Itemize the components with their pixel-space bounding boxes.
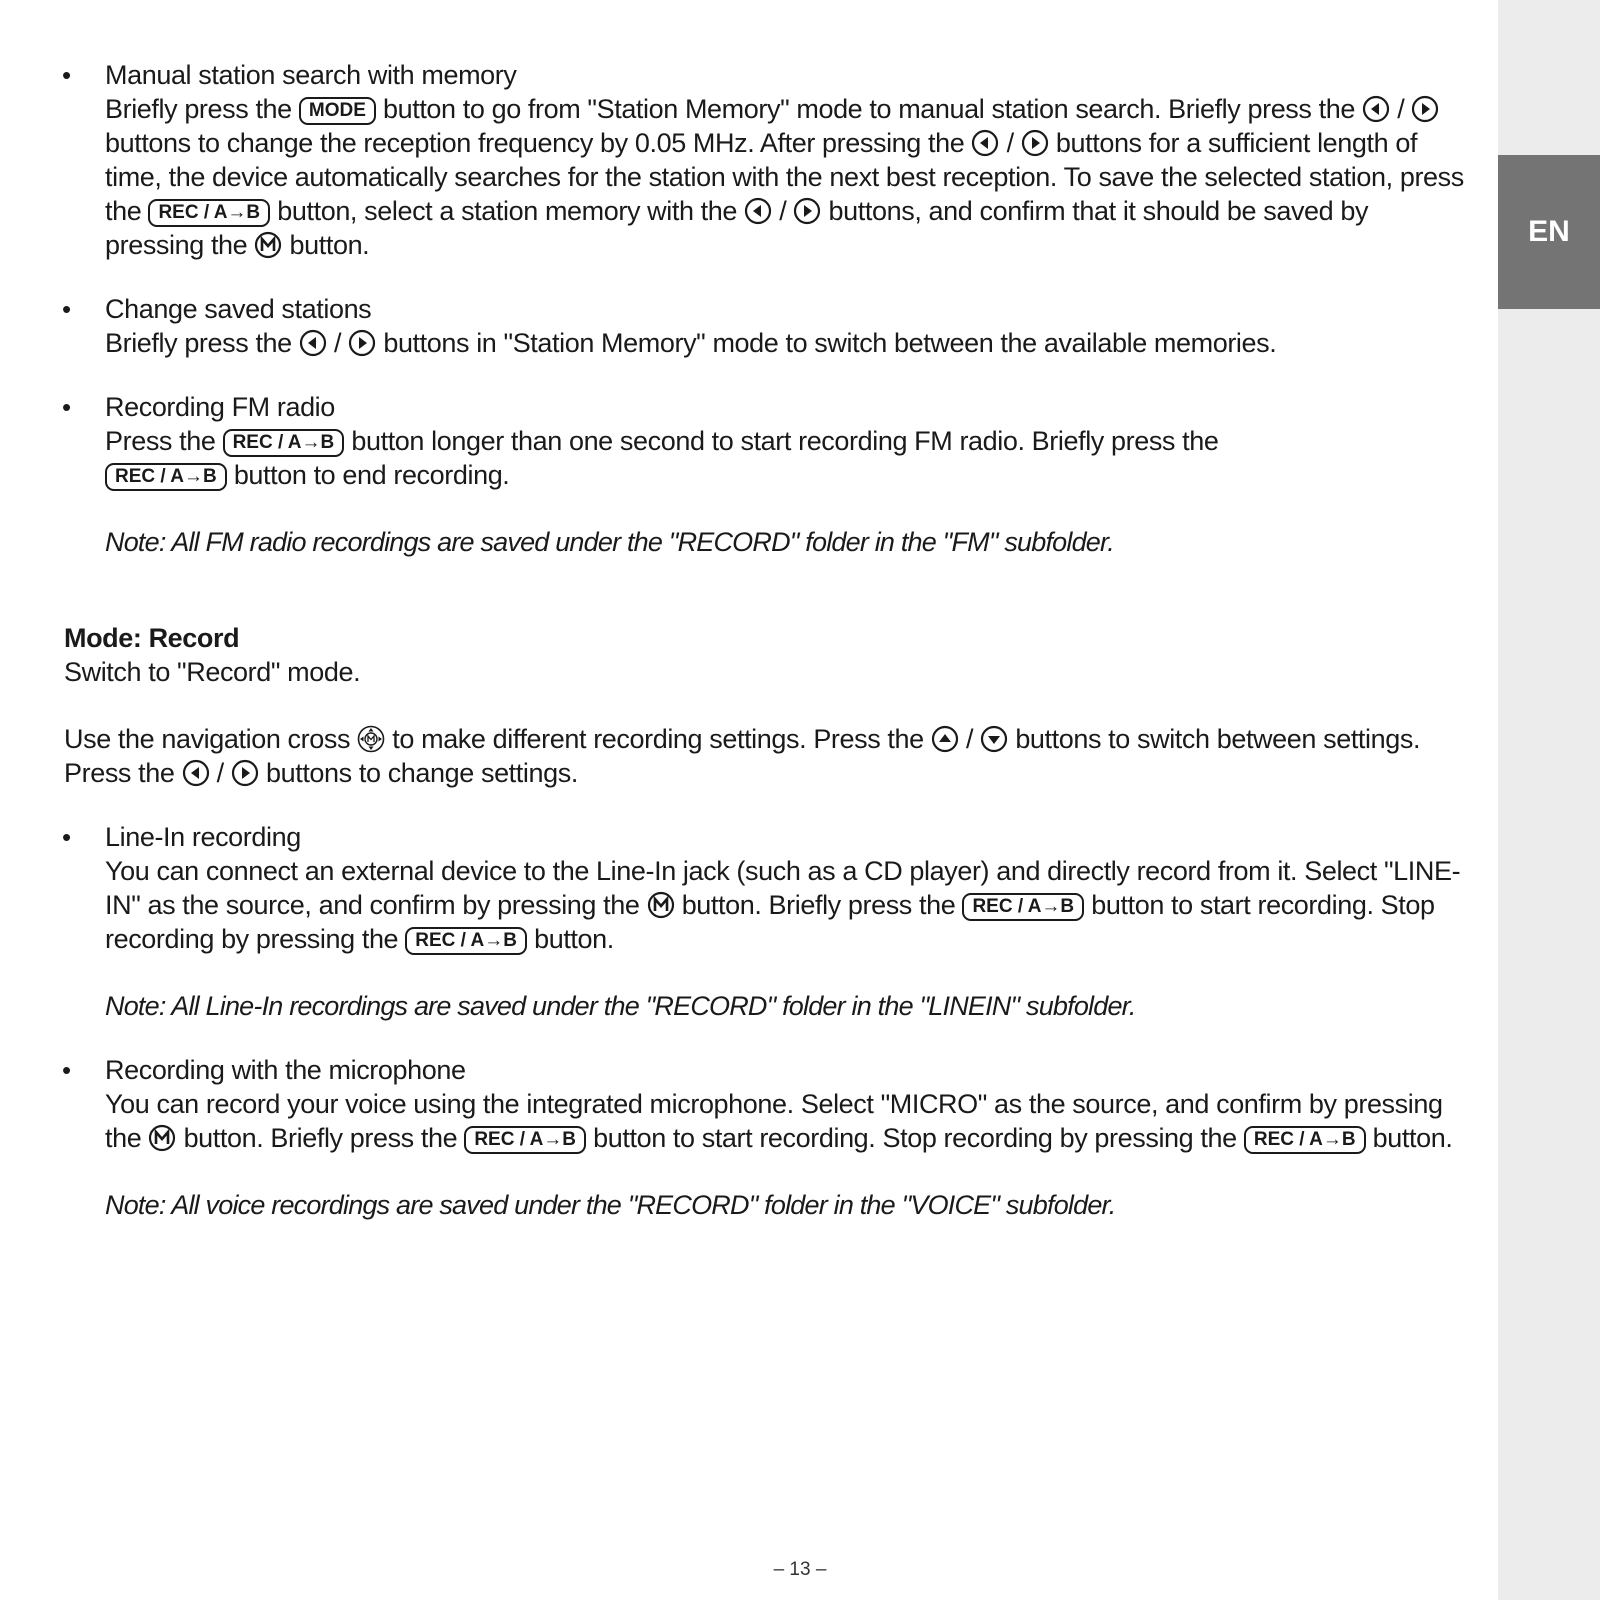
text: buttons in "Station Memory" mode to switch between the available memories. — [383, 328, 1277, 358]
text: buttons to change settings. — [266, 758, 578, 788]
text: button to end recording. — [233, 460, 510, 490]
slash: / — [965, 724, 974, 754]
text: button. Briefly press the — [681, 890, 956, 920]
text: To save the selected station, press the — [105, 162, 1464, 226]
text: buttons for — [1055, 128, 1180, 158]
spacer — [64, 689, 1464, 722]
paragraph — [105, 326, 1464, 360]
bullet-title: • Line-In recording — [105, 822, 301, 852]
right-arrow-button-icon — [793, 197, 821, 225]
text: button to start recording. Stop recording by pressing — [593, 1123, 1194, 1153]
bullet-change-stations — [64, 292, 1464, 360]
note-fm: Note: All FM radio recordings are saved under the "RECORD" folder in the "FM" subfolder. — [105, 527, 1114, 557]
section-heading: Mode: Record — [64, 623, 240, 653]
slash: / — [1006, 128, 1014, 158]
spacer — [64, 790, 1464, 820]
text: settings. Press the — [64, 724, 1421, 788]
text: the — [1200, 1123, 1237, 1153]
slash: / — [779, 196, 787, 226]
left-arrow-button-icon — [182, 759, 210, 787]
paragraph-navigation — [64, 722, 1464, 790]
text: button to start — [1091, 890, 1251, 920]
text: Briefly press the — [105, 328, 292, 358]
navigation-cross-icon — [357, 725, 385, 753]
bullet-fm-recording — [64, 390, 1464, 492]
text: buttons, — [828, 196, 922, 226]
text: and confirm that it should be saved by pressing the — [105, 196, 1369, 260]
page-content — [64, 58, 1464, 1222]
rec-key: REC / A→B — [405, 927, 527, 955]
bullet-manual-search — [64, 58, 1464, 262]
text: button. — [289, 230, 370, 260]
spacer — [64, 492, 1464, 525]
bullet-title: • Change saved stations — [105, 294, 372, 324]
rec-key: REC / A→B — [962, 893, 1084, 921]
paragraph — [105, 424, 1464, 492]
language-label: EN — [1528, 215, 1570, 248]
text: You can record your voice using the integrated microphone. Select "MICRO" as the source, and confirm by — [105, 1089, 1337, 1119]
paragraph — [105, 92, 1464, 262]
left-arrow-button-icon — [1362, 95, 1390, 123]
text: button, select a station memory with the — [277, 196, 737, 226]
spacer — [64, 956, 1464, 989]
text: button. Briefly press the — [183, 1123, 458, 1153]
bullet-title: • Recording with the microphone — [105, 1055, 466, 1085]
text: Briefly press the — [105, 94, 292, 124]
spacer — [64, 360, 1464, 390]
text: to make different recording settings. Press the — [392, 724, 924, 754]
note-voice: Note: All voice recordings are saved under the "RECORD" folder in the "VOICE" subfolder. — [105, 1190, 1116, 1220]
bullet-line-in — [64, 820, 1464, 956]
text: buttons to switch between — [1015, 724, 1316, 754]
switch-text: Switch to "Record" mode. — [64, 657, 361, 687]
slash: / — [334, 328, 342, 358]
spacer — [64, 262, 1464, 292]
language-tab — [1498, 155, 1600, 309]
left-arrow-button-icon — [299, 329, 327, 357]
text: recording. Stop recording by pressing the — [105, 890, 1435, 954]
text: pressing the — [105, 1089, 1443, 1153]
rec-key: REC / A→B — [223, 429, 345, 457]
text: a sufficient length of time, the device automatically searches for the station with the next best reception. — [105, 128, 1418, 192]
text: button. — [1372, 1123, 1453, 1153]
right-arrow-button-icon — [1411, 95, 1439, 123]
right-arrow-button-icon — [348, 329, 376, 357]
page-number: – 13 – — [773, 1559, 827, 1580]
slash: / — [216, 758, 224, 788]
left-arrow-button-icon — [971, 129, 999, 157]
rec-key: REC / A→B — [105, 463, 227, 491]
spacer — [64, 559, 1464, 621]
text: Press the — [105, 426, 216, 456]
rec-key: REC / A→B — [1244, 1126, 1366, 1154]
bullet-title: • Manual station search with memory — [105, 60, 517, 90]
text: button to go from "Station Memory" mode to manual station search. Briefly press — [383, 94, 1312, 124]
text: You can connect an external device to the Line-In jack (such as a CD player) and directly record from it. Select — [105, 856, 1377, 886]
text: "LINE-IN" as the source, and confirm by pressing the — [105, 856, 1461, 920]
slash: / — [1397, 94, 1405, 124]
spacer — [64, 1023, 1464, 1053]
right-arrow-button-icon — [1021, 129, 1049, 157]
text: the — [1318, 94, 1355, 124]
m-button-icon — [148, 1124, 176, 1152]
paragraph — [105, 1087, 1464, 1155]
text: Use the navigation cross — [64, 724, 351, 754]
left-arrow-button-icon — [744, 197, 772, 225]
bullet-microphone — [64, 1053, 1464, 1155]
m-button-icon — [647, 891, 675, 919]
spacer — [64, 1155, 1464, 1188]
paragraph — [105, 854, 1464, 956]
note-line-in: Note: All Line-In recordings are saved under the "RECORD" folder in the "LINEIN" subfolder. — [105, 991, 1136, 1021]
rec-key: REC / A→B — [464, 1126, 586, 1154]
text: button. — [534, 924, 614, 954]
rec-key: REC / A→B — [148, 199, 270, 227]
text: buttons to change the reception frequency by 0.05 MHz. After pressing the — [105, 128, 965, 158]
bullet-title: • Recording FM radio — [105, 392, 335, 422]
mode-key: MODE — [299, 97, 376, 125]
m-button-icon — [254, 231, 282, 259]
text: button longer than one second to start recording FM radio. Briefly press the — [351, 426, 1219, 456]
right-arrow-button-icon — [231, 759, 259, 787]
up-arrow-button-icon — [931, 725, 959, 753]
down-arrow-button-icon — [980, 725, 1008, 753]
